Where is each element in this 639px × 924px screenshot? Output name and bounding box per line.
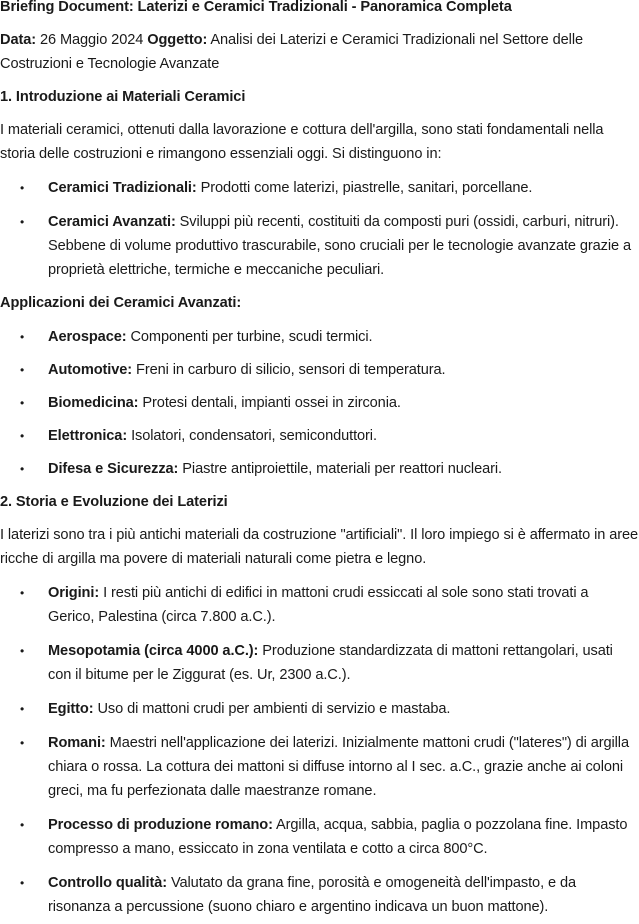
ceramic-types-list [0,176,639,282]
subject-value: Analisi dei Laterizi e Ceramici Tradizionali nel Settore delle Costruzioni e Tecnologie Avanzate [0,32,583,72]
subject-label: Oggetto: [147,32,208,48]
list-item: • Ceramici Tradizionali: Prodotti come laterizi, piastrelle, sanitari, porcellane. [0,176,639,200]
list-item: • Controllo qualità: Valutato da grana fine, porosità e omogeneità dell'impasto, e da risonanza a percussione (suono chiaro e argentino indicava un buon mattone). [0,871,639,919]
document-meta [0,28,639,76]
list-item: • Biomedicina: Protesi dentali, impianti ossei in zirconia. [0,391,639,415]
section-2-intro: I laterizi sono tra i più antichi materiali da costruzione "artificiali". Il loro impiego si è affermato in aree ricche di argilla ma povere di materiali naturali come pietra e legno. [0,527,639,567]
list-item: • Aerospace: Componenti per turbine, scudi termici. [0,325,639,349]
bullet-icon: • [20,644,25,658]
document-title: Briefing Document: Laterizi e Ceramici Tradizionali - Panoramica Completa [0,0,512,15]
bullet-icon: • [20,429,25,443]
applications-list [0,325,639,481]
section-1-intro: I materiali ceramici, ottenuti dalla lavorazione e cottura dell'argilla, sono stati fondamentali nella storia delle costruzioni e rimangono essenziali oggi. Si distinguono in: [0,122,604,162]
list-item: • Ceramici Avanzati: Sviluppi più recenti, costituiti da composti puri (ossidi, carburi, nitruri). Sebbene di volume produttivo trascurabile, sono cruciali per le tecnologie avanzate grazie a proprietà elettriche, termiche e meccaniche peculiari. [0,210,639,282]
bullet-icon: • [20,363,25,377]
list-item: • Elettronica: Isolatori, condensatori, semiconduttori. [0,424,639,448]
list-item: • Origini: I resti più antichi di edifici in mattoni crudi essiccati al sole sono stati trovati a Gerico, Palestina (circa 7.800 a.C.). [0,581,639,629]
date-label: Data: [0,32,36,48]
history-list [0,581,639,919]
bullet-icon: • [20,736,25,750]
advanced-applications-heading: Applicazioni dei Ceramici Avanzati: [0,295,242,311]
list-item: • Mesopotamia (circa 4000 a.C.): Produzione standardizzata di mattoni rettangolari, usati con il bitume per le Ziggurat (es. Ur, 2300 a.C.). [0,639,639,687]
section-2-heading: 2. Storia e Evoluzione dei Laterizi [0,494,228,510]
bullet-icon: • [20,702,25,716]
date-value: 26 Maggio 2024 [39,32,144,48]
list-item: • Romani: Maestri nell'applicazione dei laterizi. Inizialmente mattoni crudi ("lateres") di argilla chiara o rossa. La cottura dei mattoni si diffuse intorno al I sec. a.C., grazie anche ai coloni greci, ma fu perfezionata dalle maestranze romane. [0,731,639,803]
list-item: • Processo di produzione romano: Argilla, acqua, sabbia, paglia o pozzolana fine. Impasto compresso a mano, essiccato in zona ventilata e cotto a circa 800°C. [0,813,639,861]
list-item: • Difesa e Sicurezza: Piastre antiproiettile, materiali per reattori nucleari. [0,457,639,481]
bullet-icon: • [20,330,25,344]
bullet-icon: • [20,181,25,195]
bullet-icon: • [20,462,25,476]
bullet-icon: • [20,818,25,832]
list-item: • Egitto: Uso di mattoni crudi per ambienti di servizio e mastaba. [0,697,639,721]
list-item: • Automotive: Freni in carburo di silicio, sensori di temperatura. [0,358,639,382]
bullet-icon: • [20,396,25,410]
bullet-icon: • [20,876,25,890]
section-1-heading: 1. Introduzione ai Materiali Ceramici [0,89,246,105]
bullet-icon: • [20,215,25,229]
bullet-icon: • [20,586,25,600]
